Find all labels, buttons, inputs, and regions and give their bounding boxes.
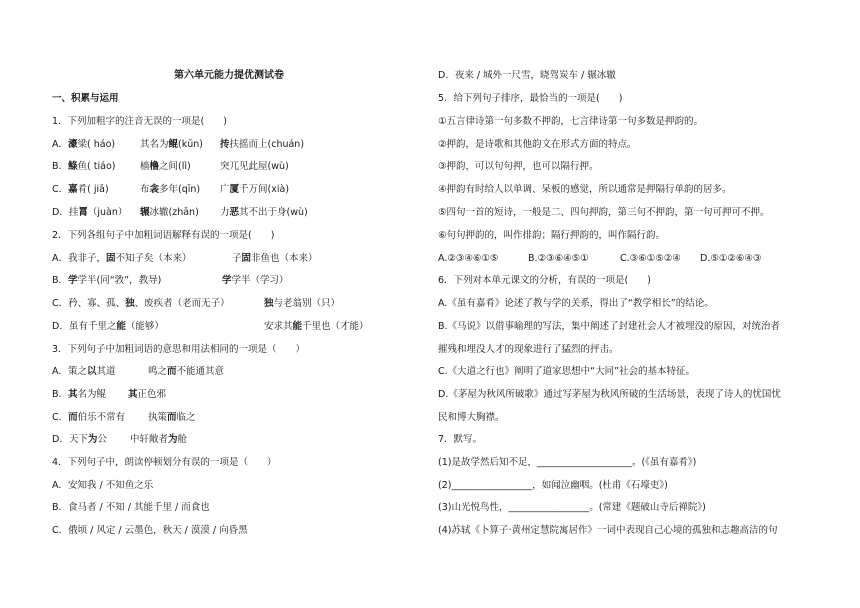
question-7: 7．默写。 <box>438 434 483 445</box>
q6-option-d-line2: 民和博大胸襟。 <box>438 412 505 423</box>
q3-option-d: D．天下为公 中轩敞者为舱 <box>52 434 188 445</box>
q6-option-d-line1: D.《茅屋为秋风所破歌》通过写茅屋为秋风所破的生活场景，表现了诗人的忧国忧 <box>438 389 781 400</box>
q3-option-a: A．策之以其道 鸣之而不能通其意 <box>52 366 225 377</box>
q3-option-c: C．而伯乐不常有 执策而临之 <box>52 412 196 423</box>
q7-item-2: (2)_________________，如闻泣幽咽。(杜甫《石壕吏》) <box>438 480 668 491</box>
q7-item-4: (4)苏轼《卜算子·黄州定慧院寓居作》一词中表现自己心境的孤独和志趣高洁的句 <box>438 525 778 536</box>
section-heading: 一、积累与运用 <box>52 93 119 104</box>
q2-option-c: C．矜、寡、孤、独、废疾者（老而无子） 独与老翁别（只） <box>52 298 341 309</box>
document-page: 第六单元能力提优测试卷 一、积累与运用 1．下列加粗字的注音无误的一项是( ) A．濠梁( háo) 其名为鲲(kūn) 抟扶摇而上(chuán) B．鲦鱼( tiáo) 樯橹之间(lì) 突兀见此屋(wù) C．嘉肴( jiā) 布衾多年(qīn) 广厦千万间(xià) D．挂罥（juàn） 辗冰辙(zhān) 力恶其不出于身(wù) 2．下列各组句子中加粗词语解释有误的一项是( ) A．我非子，固不知子矣（本来） 子固非鱼也（本来） B．学学半(同“敩”，教导) 学学半（学习） C．矜、寡、孤、独、废疾者（老而无子） 独与老翁别（只） D．虽有千里之能（能够） 安求其能千里也（才能） 3．下列句子中加粗词语的意思和用法相同的一项是（ ） A．策之以其道 鸣之而不能通其意 B．其名为鲲 其正色邪 C．而伯乐不常有 执策而临之 D．天下为公 中轩敞者为舱 4．下列句子中，朗读停顿划分有误的一项是（ ） A．安知我 / 不知鱼之乐 B．食马者 / 不知 / 其能千里 / 而食也 C．俄顷 / 风定 / 云墨色，秋天 / 漠漠 / 向昏黑 D．夜来 / 城外一尺雪，晓驾炭车 / 辗冰辙 5．给下列句子排序，最恰当的一项是( ) ①五言律诗第一句多数不押韵，七言律诗第一句多数是押韵的。 ②押韵，是诗歌和其他韵文在形式方面的特点。 ③押韵，可以句句押，也可以隔行押。 ④押韵有时给人以单调、呆板的感觉，所以通常是押隔行单韵的居多。 ⑤四句一首的短诗，一般是二、四句押韵，第三句不押韵，第一句可押可不押。 ⑥句句押韵的，叫作排韵；隔行押韵的，叫作隔行韵。 A.②③④⑥①⑤ B.②③⑥④⑤① C.③⑥①⑤②④ D.⑤①②⑥④③ 6．下列对本单元课文的分析，有误的一项是( ) A.《虽有嘉肴》论述了教与学的关系，得出了“教学相长”的结论。 B.《马说》以借事喻理的写法，集中阐述了封建社会人才被埋没的原因，对统治者 摧残和埋没人才的现象进行了猛烈的抨击。 C.《大道之行也》阐明了道家思想中“大同”社会的基本特征。 D.《茅屋为秋风所破歌》通过写茅屋为秋风所破的生活场景，表现了诗人的忧国忧 民和博大胸襟。 7．默写。 (1)是故学然后知不足，____________________。(《虽有嘉肴》) (2)_________________，如闻泣幽咽。(杜甫《石壕吏》) (3)山光悦鸟性，_________________。(常建《题破山寺后禅院》) (4)苏轼《卜算子·黄州定慧院寓居作》一词中表现自己心境的孤独和志趣高洁的句 <box>52 70 781 536</box>
question-3: 3．下列句子中加粗词语的意思和用法相同的一项是（ ） <box>52 344 306 355</box>
q1-option-b: B．鲦鱼( tiáo) 樯橹之间(lì) 突兀见此屋(wù) <box>52 161 289 172</box>
question-2: 2．下列各组句子中加粗词语解释有误的一项是( ) <box>52 230 275 241</box>
q4-option-b: B．食马者 / 不知 / 其能千里 / 而食也 <box>52 502 210 513</box>
q6-option-a: A.《虽有嘉肴》论述了教与学的关系，得出了“教学相长”的结论。 <box>438 298 714 309</box>
q5-sentence-3: ③押韵，可以句句押，也可以隔行押。 <box>438 161 599 172</box>
question-4: 4．下列句子中，朗读停顿划分有误的一项是（ ） <box>52 457 277 468</box>
q2-option-d: D．虽有千里之能（能够） 安求其能千里也（才能） <box>52 321 369 332</box>
q7-item-1: (1)是故学然后知不足，____________________。(《虽有嘉肴》) <box>438 457 697 468</box>
q6-option-b-line2: 摧残和埋没人才的现象进行了猛烈的抨击。 <box>438 344 619 355</box>
q1-option-d: D．挂罥（juàn） 辗冰辙(zhān) 力恶其不出于身(wù) <box>52 207 308 218</box>
q5-sentence-5: ⑤四句一首的短诗，一般是二、四句押韵，第三句不押韵，第一句可押可不押。 <box>438 207 770 218</box>
q1-option-a: A．濠梁( háo) 其名为鲲(kūn) 抟扶摇而上(chuán) <box>52 139 305 150</box>
page-title: 第六单元能力提优测试卷 <box>174 70 284 81</box>
q2-option-b: B．学学半(同“敩”，教导) 学学半（学习） <box>52 275 289 286</box>
q4-option-a: A．安知我 / 不知鱼之乐 <box>52 480 154 491</box>
question-1: 1．下列加粗字的注音无误的一项是( ) <box>52 116 227 127</box>
question-6: 6．下列对本单元课文的分析，有误的一项是( ) <box>438 275 651 286</box>
q6-option-c: C.《大道之行也》阐明了道家思想中“大同”社会的基本特征。 <box>438 366 695 377</box>
q3-option-b: B．其名为鲲 其正色邪 <box>52 389 167 400</box>
q7-item-3: (3)山光悦鸟性，_________________。(常建《题破山寺后禅院》) <box>438 502 706 513</box>
q5-sentence-1: ①五言律诗第一句多数不押韵，七言律诗第一句多数是押韵的。 <box>438 116 704 127</box>
q5-sentence-4: ④押韵有时给人以单调、呆板的感觉，所以通常是押隔行单韵的居多。 <box>438 184 732 195</box>
q4-option-d: D．夜来 / 城外一尺雪，晓驾炭车 / 辗冰辙 <box>438 70 616 81</box>
q1-option-c: C．嘉肴( jiā) 布衾多年(qīn) 广厦千万间(xià) <box>52 184 290 195</box>
question-5: 5．给下列句子排序，最恰当的一项是( ) <box>438 93 623 104</box>
q6-option-b-line1: B.《马说》以借事喻理的写法，集中阐述了封建社会人才被埋没的原因，对统治者 <box>438 321 781 332</box>
q5-sentence-6: ⑥句句押韵的，叫作排韵；隔行押韵的，叫作隔行韵。 <box>438 230 666 241</box>
q2-option-a: A．我非子，固不知子矣（本来） 子固非鱼也（本来） <box>52 253 318 264</box>
q4-option-c: C．俄顷 / 风定 / 云墨色，秋天 / 漠漠 / 向昏黑 <box>52 525 248 536</box>
q5-sentence-2: ②押韵，是诗歌和其他韵文在形式方面的特点。 <box>438 139 637 150</box>
